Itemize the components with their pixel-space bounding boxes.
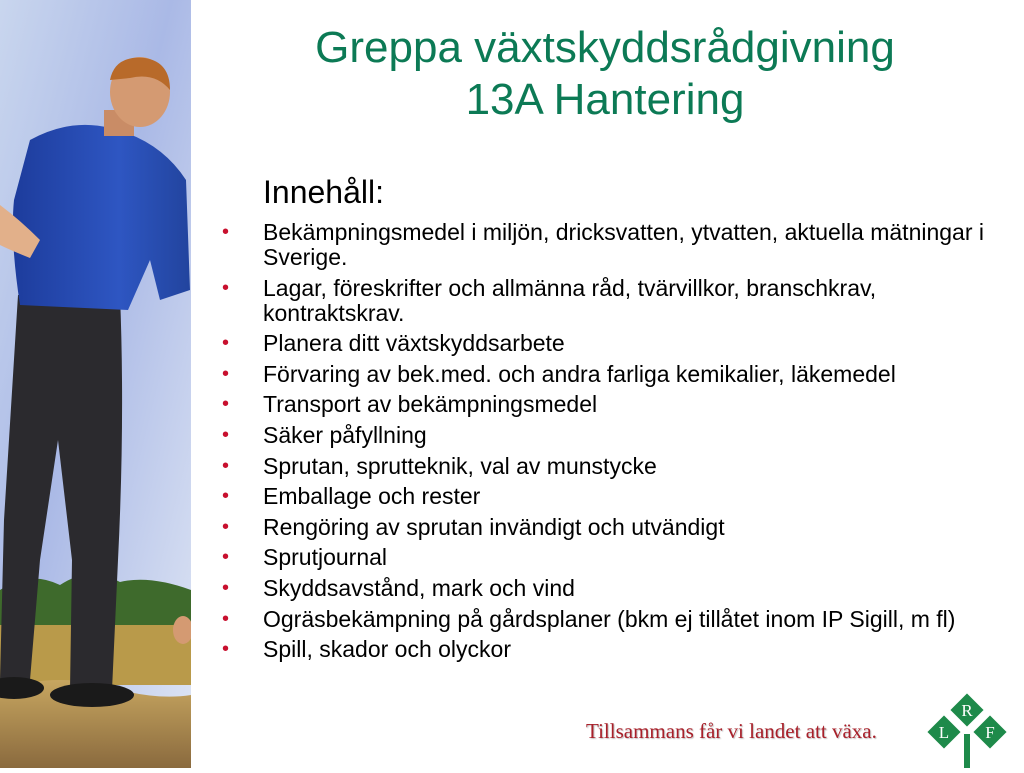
- bullet-icon: •: [222, 515, 230, 538]
- bullet-icon: •: [222, 362, 230, 385]
- list-item: • Skyddsavstånd, mark och vind: [222, 574, 575, 601]
- bullet-icon: •: [222, 485, 230, 508]
- bullet-icon: •: [222, 546, 230, 569]
- list-item: • Lagar, föreskrifter och allmänna råd, tvärvillkor, branschkrav, kontraktskrav.: [222, 274, 877, 326]
- list-item: • Sprutan, sprutteknik, val av munstycke: [222, 452, 657, 479]
- bullet-icon: •: [222, 332, 230, 355]
- bullet-icon: •: [222, 221, 230, 243]
- contents-heading: Innehåll:: [263, 174, 384, 210]
- title-line-2: 13A Hantering: [465, 75, 745, 124]
- bullet-icon: •: [222, 393, 230, 416]
- bullet-icon: •: [222, 607, 230, 630]
- list-item: • Spill, skador och olyckor: [222, 636, 511, 663]
- list-item: • Säker påfyllning: [222, 421, 427, 448]
- list-item: • Förvaring av bek.med. och andra farliga kemikalier, läkemedel: [222, 360, 896, 387]
- list-item: • Bekämpningsmedel i miljön, dricksvatten, ytvatten, aktuella mätningar i Sverige.: [222, 219, 985, 270]
- man-in-field-photo: [0, 0, 191, 768]
- list-item: • Emballage och rester: [222, 483, 481, 510]
- list-item: • Sprutjournal: [222, 544, 388, 571]
- lrf-clover-logo: [924, 690, 1010, 768]
- slide-title: [230, 22, 980, 126]
- logo-letter-f: F: [985, 723, 995, 742]
- title-line-1: Greppa växtskyddsrådgivning: [315, 23, 895, 72]
- slogan: Tillsammans får vi landet att växa.: [586, 719, 877, 743]
- list-item: • Planera ditt växtskyddsarbete: [222, 330, 565, 357]
- bullet-icon: •: [222, 576, 230, 599]
- bullet-icon: •: [222, 454, 230, 477]
- logo-letter-r: R: [961, 701, 973, 720]
- logo-letter-l: L: [938, 723, 950, 742]
- bullet-icon: •: [222, 638, 230, 661]
- list-item: • Transport av bekämpningsmedel: [222, 391, 598, 418]
- bullet-icon: •: [222, 423, 230, 446]
- bullet-icon: •: [222, 276, 230, 299]
- list-item: • Ogräsbekämpning på gårdsplaner (bkm ej tillåtet inom IP Sigill, m fl): [222, 605, 956, 632]
- list-item: • Rengöring av sprutan invändigt och utvändigt: [222, 513, 725, 540]
- contents-list: [222, 220, 992, 668]
